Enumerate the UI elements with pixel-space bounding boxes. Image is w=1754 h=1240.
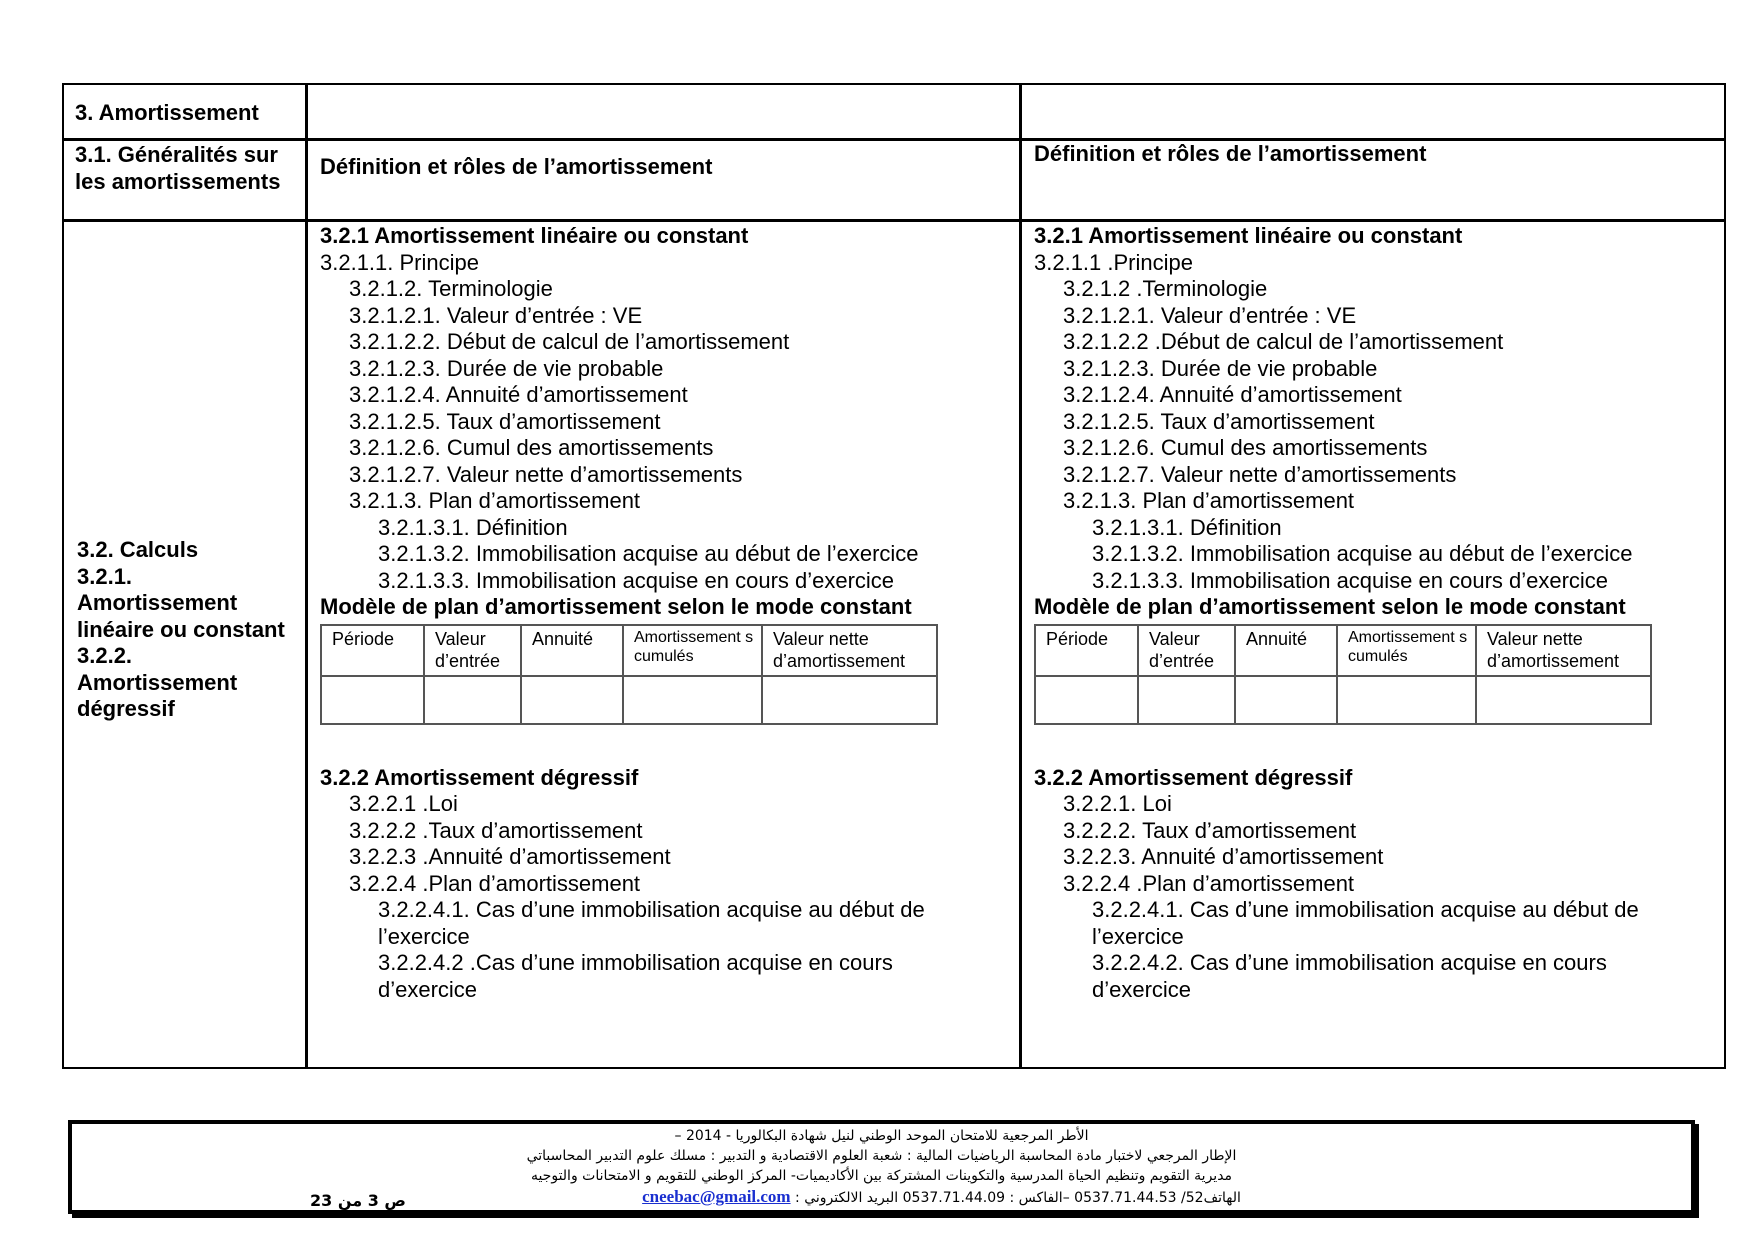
degressif-item: 3.2.2.1. Loi — [1063, 791, 1172, 816]
model-title: Modèle de plan d’amortissement selon le mode constant — [1034, 594, 1626, 619]
model-title: Modèle de plan d’amortissement selon le mode constant — [320, 594, 912, 619]
row2-col3-text: Définition et rôles de l’amortissement — [1034, 141, 1427, 166]
plan-item: 3.2.1.3.3. Immobilisation acquise en cours d’exercice — [1092, 567, 1609, 593]
degressif-item: 3.2.2.1 .Loi — [349, 791, 458, 816]
plan-item: 3.2.1.3.1. Définition — [1092, 514, 1282, 540]
subsection-terminologie: 3.2.1.2 .Terminologie — [1063, 276, 1268, 301]
curriculum-table — [62, 83, 1726, 1069]
model-table — [320, 624, 938, 725]
model-empty-cell — [521, 676, 623, 724]
column-divider — [1019, 85, 1022, 1067]
model-header-cell: Valeur d’entrée — [1138, 625, 1235, 676]
row2-col2-text: Définition et rôles de l’amortissement — [320, 154, 713, 179]
footer-line-directorate: مديرية التقويم وتنظيم الحياة المدرسية والتكوينات المشتركة بين الأكاديميات- المركز الوطني للتقويم و الامتحانات والتوجيه — [530, 1168, 1233, 1184]
degressif-subitem: 3.2.2.4.1. Cas d’une immobilisation acquise au début de l’exercice — [378, 897, 925, 949]
label-line: 3.2.1. — [77, 563, 133, 589]
model-empty-cell — [1235, 676, 1337, 724]
footer-line-subject: الإطار المرجعي لاختبار مادة المحاسبة الرياضيات المالية : شعبة العلوم الاقتصادية و التدبير : مسلك علوم التدبير المحاسباتي — [526, 1148, 1237, 1164]
degressif-item: 3.2.2.3. Annuité d’amortissement — [1063, 844, 1384, 869]
label-line: dégressif — [77, 696, 175, 721]
section-heading-degressif: 3.2.2 Amortissement dégressif — [320, 764, 639, 790]
subsection-principe: 3.2.1.1. Principe — [320, 249, 479, 275]
subsection-plan: 3.2.1.3. Plan d’amortissement — [1063, 488, 1355, 513]
term-item: 3.2.1.2.5. Taux d’amortissement — [349, 408, 661, 434]
term-item: 3.2.1.2.3. Durée de vie probable — [1063, 355, 1378, 381]
column-divider — [305, 85, 308, 1067]
term-item: 3.2.1.2.7. Valeur nette d’amortissements — [349, 461, 743, 487]
label-line: 3.2. Calculs — [77, 537, 199, 562]
model-header-cell: Annuité — [1235, 625, 1337, 676]
term-item: 3.2.1.2.7. Valeur nette d’amortissements — [1063, 461, 1457, 487]
model-header-cell: Annuité — [521, 625, 623, 676]
term-item: 3.2.1.2.2. Début de calcul de l’amortissement — [349, 329, 790, 354]
model-empty-cell — [1337, 676, 1476, 724]
model-empty-cell — [424, 676, 521, 724]
degressif-subitem: 3.2.2.4.2 .Cas d’une immobilisation acquise en cours d’exercice — [378, 950, 893, 1002]
section-heading: 3.2.1 Amortissement linéaire ou constant — [320, 223, 749, 248]
label-line: Amortissement — [77, 669, 238, 695]
term-item: 3.2.1.2.1. Valeur d’entrée : VE — [1063, 302, 1357, 328]
model-header-cell: Amortissement s cumulés — [623, 625, 762, 676]
plan-item: 3.2.1.3.1. Définition — [378, 514, 568, 540]
email-link[interactable]: cneebac@gmail.com — [642, 1187, 791, 1206]
plan-item: 3.2.1.3.2. Immobilisation acquise au début de l’exercice — [378, 541, 919, 566]
term-item: 3.2.1.2.4. Annuité d’amortissement — [349, 382, 688, 407]
label-line: 3.2.2. — [77, 643, 133, 668]
section-heading-degressif: 3.2.2 Amortissement dégressif — [1034, 764, 1353, 790]
model-header-cell: Période — [1035, 625, 1138, 676]
section-heading: 3.2.1 Amortissement linéaire ou constant — [1034, 223, 1463, 248]
term-item: 3.2.1.2.4. Annuité d’amortissement — [1063, 382, 1402, 407]
degressif-item: 3.2.2.4 .Plan d’amortissement — [349, 870, 641, 896]
degressif-item: 3.2.2.2 .Taux d’amortissement — [349, 817, 643, 843]
model-header-cell: Période — [321, 625, 424, 676]
term-item: 3.2.1.2.6. Cumul des amortissements — [349, 435, 714, 460]
term-item: 3.2.1.2.2 .Début de calcul de l’amortissement — [1063, 329, 1504, 354]
plan-item: 3.2.1.3.3. Immobilisation acquise en cours d’exercice — [378, 567, 895, 593]
plan-item: 3.2.1.3.2. Immobilisation acquise au début de l’exercice — [1092, 541, 1633, 566]
row1-label: 3. Amortissement — [75, 100, 259, 125]
model-header-cell: Valeur nette d’amortissement — [762, 625, 937, 676]
model-empty-cell — [1138, 676, 1235, 724]
degressif-subitem: 3.2.2.4.1. Cas d’une immobilisation acquise au début de l’exercice — [1092, 897, 1639, 949]
term-item: 3.2.1.2.1. Valeur d’entrée : VE — [349, 302, 643, 328]
degressif-item: 3.2.2.3 .Annuité d’amortissement — [349, 844, 671, 869]
degressif-subitem: 3.2.2.4.2. Cas d’une immobilisation acquise en cours d’exercice — [1092, 950, 1607, 1002]
model-header-cell: Amortissement s cumulés — [1337, 625, 1476, 676]
model-header-cell: Valeur nette d’amortissement — [1476, 625, 1651, 676]
model-header-cell: Valeur d’entrée — [424, 625, 521, 676]
model-empty-cell — [1476, 676, 1651, 724]
term-item: 3.2.1.2.3. Durée de vie probable — [349, 355, 664, 381]
degressif-item: 3.2.2.2. Taux d’amortissement — [1063, 817, 1357, 843]
subsection-terminologie: 3.2.1.2. Terminologie — [349, 276, 553, 301]
term-item: 3.2.1.2.5. Taux d’amortissement — [1063, 408, 1375, 434]
row-divider — [64, 138, 1724, 141]
label-line: linéaire ou constant — [77, 616, 285, 642]
page-footer — [68, 1120, 1695, 1214]
footer-contact: الهاتف52/ 0537.71.44.53 –الفاكس : 0537.71.44.09 البريد الالكتروني : — [795, 1190, 1241, 1206]
term-item: 3.2.1.2.6. Cumul des amortissements — [1063, 435, 1428, 460]
model-table — [1034, 624, 1652, 725]
page-number: ص 3 من 23 — [310, 1191, 406, 1210]
label-line: Amortissement — [77, 590, 238, 615]
model-empty-cell — [762, 676, 937, 724]
model-empty-cell — [623, 676, 762, 724]
row3-label — [77, 537, 285, 723]
subsection-plan: 3.2.1.3. Plan d’amortissement — [349, 488, 641, 513]
row-divider — [64, 219, 1724, 222]
degressif-item: 3.2.2.4 .Plan d’amortissement — [1063, 870, 1355, 896]
row2-label: 3.1. Généralités sur les amortissements — [75, 142, 281, 194]
model-empty-cell — [321, 676, 424, 724]
model-empty-cell — [1035, 676, 1138, 724]
footer-line-title: الأطر المرجعية للامتحان الموحد الوطني لنيل شهادة البكالوريا - 2014 – — [674, 1128, 1089, 1144]
subsection-principe: 3.2.1.1 .Principe — [1034, 249, 1193, 275]
row3-col2-content — [320, 223, 948, 1003]
row3-col3-content — [1034, 223, 1662, 1003]
